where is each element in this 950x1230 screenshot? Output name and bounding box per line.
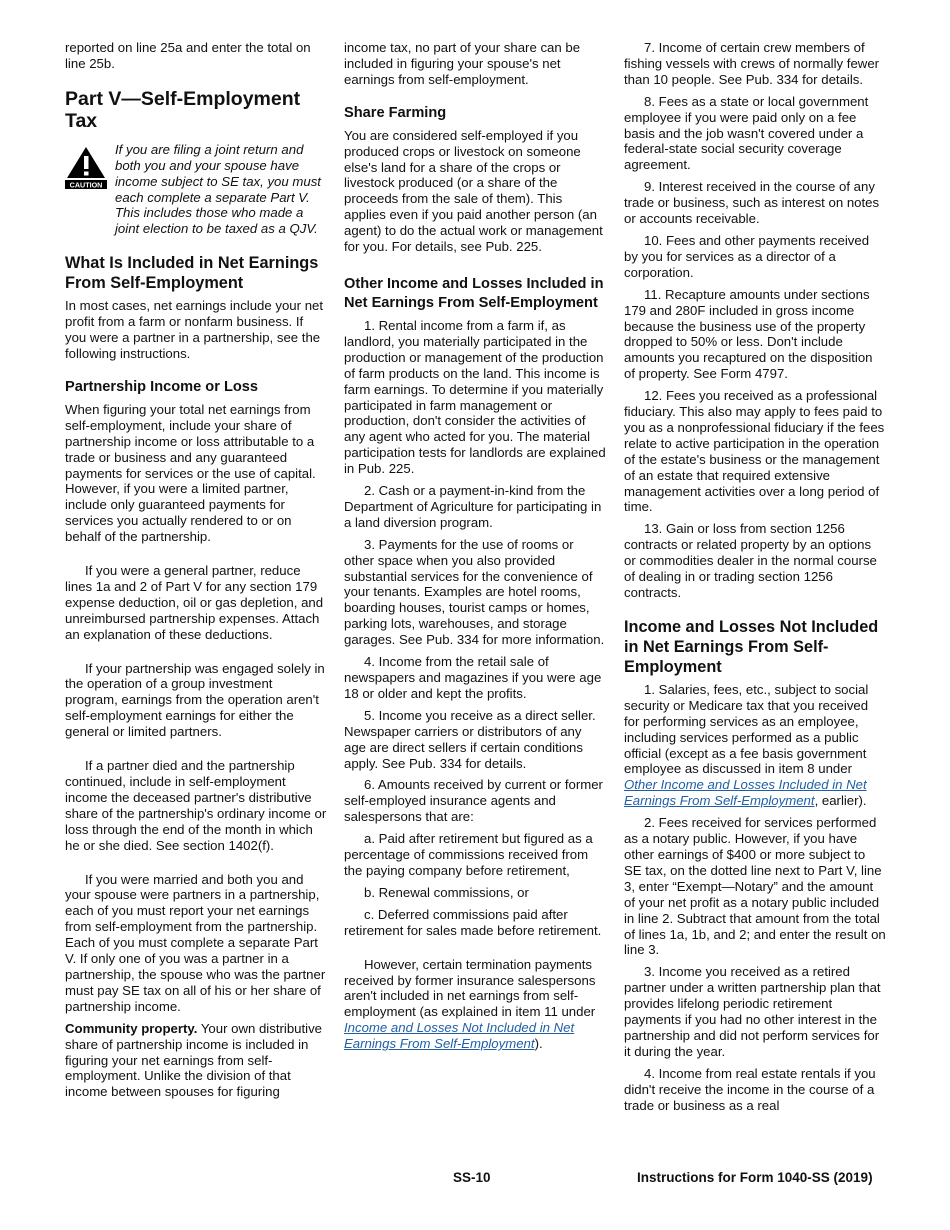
list-item: 6. Amounts received by current or former self-employed insurance agents and salespersons that are: <box>344 777 603 825</box>
part-v-title: Part V—Self-Employment Tax <box>65 87 301 132</box>
list-item: 12. Fees you received as a professional fiduciary. This also may apply to fees paid to you as a nonprofessional fiduciary if the fees relate to active participation in the operation of the estate's business or the management of an estate that required extensive management activities over a long period of time. <box>624 388 885 515</box>
heading-other-income: Other Income and Losses Included in Net Earnings From Self-Employment <box>344 275 604 311</box>
intro-text: reported on line 25a and enter the total on line 25b. <box>65 40 311 71</box>
paragraph-most-cases: In most cases, net earnings include your net profit from a farm or nonfarm business. If you were a partner in a partnership, see the following instructions. <box>65 298 324 361</box>
paragraph-partnership-5: If you were married and both you and your spouse were partners in a partnership, each of you must report your net earnings from self-employment from the partnership. Each of you must complete a separate Part V. If only one of you was a partner in a partnership, the spouse who was the partner must pay SE tax on all of his or her share of partnership income. <box>65 871 326 1014</box>
paragraph-however <box>344 957 607 1052</box>
list-item: 10. Fees and other payments received by you for services as a director of a corporation. <box>624 232 870 280</box>
heading-partnership: Partnership Income or Loss <box>65 378 259 395</box>
heading-share-farming: Share Farming <box>344 104 447 121</box>
sub-list-item: c. Deferred commissions paid after retirement for sales made before retirement. <box>344 906 602 938</box>
paragraph-partnership-2: If you were a general partner, reduce lines 1a and 2 of Part V for any section 179 expense deduction, oil or gas depletion, and unreimbursed partnership expenses. Attach an explanation of these deductions. <box>65 563 324 642</box>
list-item: 4. Income from the retail sale of newspapers and magazines if you were age 18 or older and kept the profits. <box>344 654 602 701</box>
list-item: 11. Recapture amounts under sections 179 and 280F included in gross income because the business use of the property dropped to 50% or less. Don't include amounts you recaptured on the disposition of property. See Form 4797. <box>624 286 873 382</box>
list-item: 2. Cash or a payment-in-kind from the Department of Agriculture for participating in a land diversion program. <box>344 483 602 530</box>
caution-icon <box>65 145 107 189</box>
paragraph-share-farming: You are considered self-employed if you produced crops or livestock on someone else's land for a share of the crops or livestock produced (or a share of the proceeds from the sale of them). This applies even if you paid another person (an agent) to do the actual work or management for you. For details, see Pub. 225. <box>344 127 603 255</box>
column-2 <box>344 40 607 1058</box>
column-3 <box>624 40 886 1119</box>
paragraph-partnership-3: If your partnership was engaged solely in the operation of a group investment program, earnings from the operation aren't self-employment earnings for either the general or limited partners. <box>65 660 325 740</box>
list-item: 4. Income from real estate rentals if you didn't receive the income in the course of a trade or business as a real <box>624 1065 876 1113</box>
paragraph-partnership-1: When figuring your total net earnings from self-employment, include your share of partnership income or loss attributable to a trade or business and any guaranteed payments for services or the use of capital. However, if you were a limited partner, include only guaranteed payments for services you actually rendered to or on behalf of the partnership. <box>65 401 316 545</box>
caution-note <box>65 142 327 237</box>
however-text: However, certain termination payments received by former insurance salespersons aren't included in net earnings from self-employment (as explained in item 11 under <box>344 956 596 1020</box>
heading-what-included: What Is Included in Net Earnings From Self-Employment <box>65 254 319 293</box>
paragraph-partnership-4: If a partner died and the partnership continued, include in self-employment income the deceased partner's distributive share of the partnership's ordinary income or loss through the end of the month in which he or she died. See section 1402(f). <box>65 758 327 853</box>
link-other-income-section[interactable]: Other Income and Losses Included in Net Earnings From Self-Employment <box>624 777 867 809</box>
list-item: 7. Income of certain crew members of fishing vessels with crews of normally fewer than 10 people. See Pub. 334 for details. <box>624 40 880 87</box>
paragraph-community-property <box>65 1021 327 1101</box>
column-1 <box>65 40 327 1106</box>
list-item: 1. Rental income from a farm if, as landlord, you materially participated in the production or management of the production of farm products on the land. This income is farm earnings. To determine if you materially participated in farm management or production, don't consider the activities of any agent who acted for you. The material participation tests for landlords are explained in Pub. 225. <box>344 317 606 477</box>
community-property-text: Your own distributive share of partnership income is included in figuring your net earnings from self-employment. Unlike the division of that income between spouses for figuring <box>65 1020 323 1100</box>
community-property-lead: Community property. <box>65 1020 198 1036</box>
caution-text: If you are filing a joint return and both you and your spouse have income subject to SE tax, you must each complete a separate Part V. This includes those who made a joint election to be taxed as a QJV. <box>115 141 321 237</box>
list-item: 2. Fees received for services performed as a notary public. However, if you have other earnings of $400 or more subject to SE tax, on the dotted line next to Part V, line 3, enter “Exempt—Notary” and the amount of your net profit as a notary public included in line 2. Subtract that amount from the total of lines 1a, 1b, and 2; and enter the result on line 3. <box>624 815 886 958</box>
caution-label: CAUTION <box>69 180 103 189</box>
sub-list-item: a. Paid after retirement but figured as a percentage of commissions received from the paying company before retirement, <box>344 831 593 878</box>
list-item: 8. Fees as a state or local government employee if you were paid only on a fee basis and the job wasn't covered under a federal-state social security coverage agreement. <box>624 93 869 173</box>
paragraph-continued: income tax, no part of your share can be included in figuring your spouse's net earnings from self-employment. <box>344 40 581 87</box>
however-text-end: ). <box>534 1036 543 1052</box>
list-item <box>624 682 886 809</box>
item-text: 1. Salaries, fees, etc., subject to social security or Medicare tax that you received for performing services as an employee, including services performed as a public official (except as a fee basis government employee as discussed in item 8 under <box>624 681 869 777</box>
list-item: 9. Interest received in the course of any trade or business, such as interest on notes or accounts receivable. <box>624 179 880 227</box>
link-not-included-section[interactable]: Income and Losses Not Included in Net Earnings From Self-Employment <box>344 1020 575 1052</box>
form-title-footer: Instructions for Form 1040-SS (2019) <box>637 1170 873 1185</box>
list-item: 13. Gain or loss from section 1256 contracts or related property by an options or commodities dealer in the normal course of dealing in or trading section 1256 contracts. <box>624 521 877 600</box>
heading-not-included: Income and Losses Not Included in Net Earnings From Self-Employment <box>624 617 879 676</box>
item-text-end: , earlier). <box>814 793 867 809</box>
page-number: SS-10 <box>453 1170 491 1185</box>
list-item: 3. Payments for the use of rooms or other space when you also provided substantial services for the convenience of your tenants. Examples are hotel rooms, boarding houses, tourist camps or homes, parking lots, warehouses, and storage garages. See Pub. 334 for more information. <box>344 536 605 648</box>
list-item: 3. Income you received as a retired partner under a written partnership plan that provides lifelong periodic retirement payments if you had no other interest in the partnership and did not perform services for it during the year. <box>624 964 881 1059</box>
list-item: 5. Income you receive as a direct seller. Newspaper carriers or distributors of any age are direct sellers if certain conditions apply. See Pub. 334 for details. <box>344 707 596 771</box>
sub-list-item: b. Renewal commissions, or <box>364 884 529 900</box>
